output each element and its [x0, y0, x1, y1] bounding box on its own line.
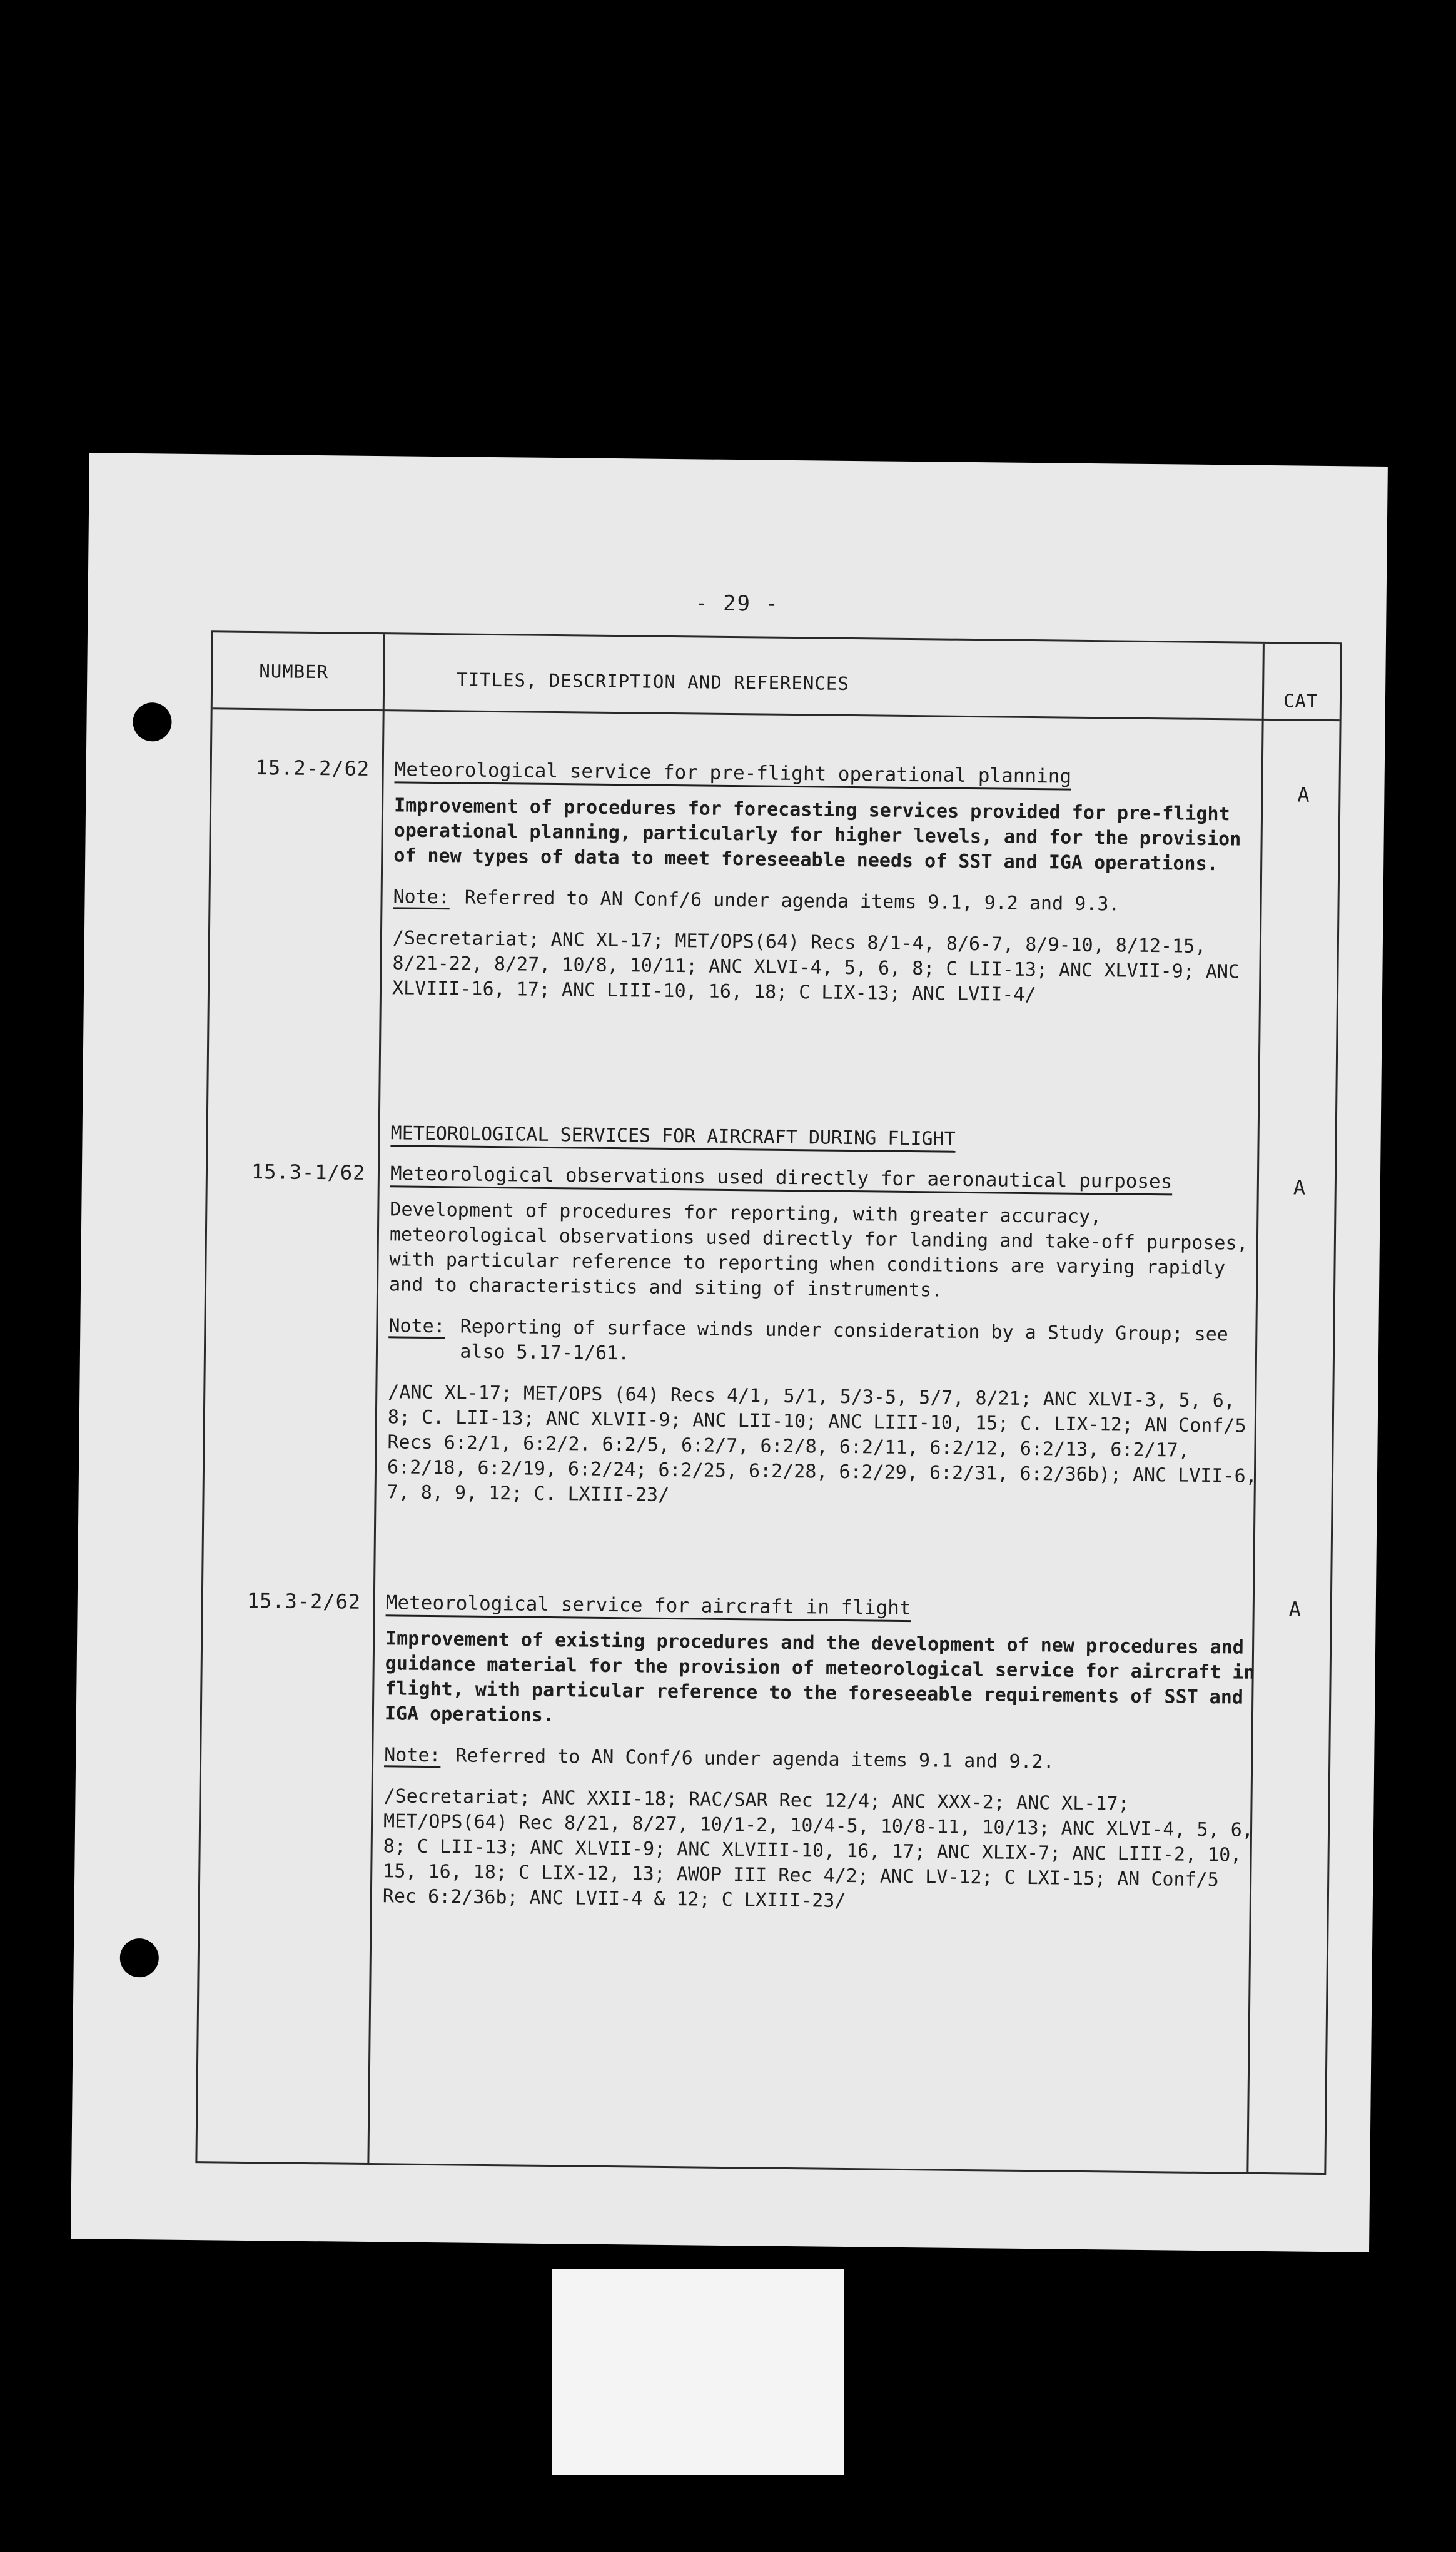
- entry-note: [384, 1743, 1260, 1777]
- entry-15-3-1: [387, 1161, 1266, 1514]
- punch-hole-top: [133, 702, 172, 742]
- note-text: Reporting of surface winds under consideration by a Study Group; see also 5.17-1/61.: [460, 1315, 1229, 1365]
- entry-title: Meteorological observations used directly for aeronautical purposes: [390, 1162, 1173, 1193]
- entry-category: A: [1288, 1597, 1302, 1621]
- entry-note: [388, 1314, 1265, 1373]
- note-text: Referred to AN Conf/6 under agenda items 9.1 and 9.2.: [455, 1744, 1054, 1773]
- header-divider: [213, 707, 1340, 721]
- scan-target-card: [552, 2269, 844, 2475]
- entry-category: A: [1297, 782, 1310, 807]
- note-label: Note:: [393, 886, 450, 909]
- entry-title: Meteorological service for pre-flight operational planning: [394, 758, 1072, 788]
- note-label: Note:: [388, 1315, 445, 1338]
- entry-number: 15.2-2/62: [255, 756, 370, 781]
- entry-number: 15.3-2/62: [246, 1588, 361, 1614]
- entry-category: A: [1293, 1175, 1306, 1200]
- references-table: [195, 630, 1342, 2175]
- note-label: Note:: [384, 1744, 441, 1767]
- note-text: Referred to AN Conf/6 under agenda items 9.1, 9.2 and 9.3.: [464, 886, 1120, 916]
- entry-references: /ANC XL-17; MET/OPS (64) Recs 4/1, 5/1, 5/3-5, 5/7, 8/21; ANC XLVI-3, 5, 6, 8; C. LII-13; ANC XLVII-9; ANC LII-10; ANC LIII-10, 15; C. LIX-12; AN Conf/5 Recs 6:2/1, 6:2/2. 6:2/5, 6:2/7, 6:2/8, 6:2/11, 6:2/12, 6:2/13, 6:2/17, 6:2/18, 6:2/19, 6:2/24; 6:2/25, 6:2/28, 6:2/29, 6:2/31, 6:2/36b); ANC LVII-6, 7, 8, 9, 12; C. LXIII-23/: [387, 1381, 1257, 1507]
- header-cat: CAT: [1283, 690, 1318, 712]
- punch-hole-bottom: [119, 1938, 159, 1978]
- entry-note: [393, 884, 1268, 919]
- entry-title: Meteorological service for aircraft in flight: [385, 1591, 911, 1620]
- section-heading: METEOROLOGICAL SERVICES FOR AIRCRAFT DURING FLIGHT: [390, 1122, 956, 1150]
- header-number: NUMBER: [259, 661, 329, 683]
- header-titles: TITLES, DESCRIPTION AND REFERENCES: [457, 669, 850, 694]
- column-divider-number: [367, 634, 385, 2163]
- entry-references: /Secretariat; ANC XL-17; MET/OPS(64) Recs 8/1-4, 8/6-7, 8/9-10, 8/12-15, 8/21-22, 8/27, 10/8, 10/11; ANC XLVI-4, 5, 6, 8; C LII-13; ANC XLVII-9; ANC XLVIII-16, 17; ANC LIII-10, 16, 18; C LIX-13; ANC LVII-4/: [392, 927, 1240, 1006]
- entry-15-2-2: [392, 757, 1270, 1010]
- entry-description: Improvement of procedures for forecasting services provided for pre-flight operational planning, particularly for higher levels, and for the provision of new types of data to meet foreseeable needs of SST and IGA operations.: [393, 794, 1241, 876]
- entry-description: Improvement of existing procedures and the development of new procedures and guidance material for the provision of meteorological service for aircraft in flight, with particular reference to the foreseeable requirements of SST and IGA operations.: [384, 1628, 1255, 1727]
- entry-description: Development of procedures for reporting, with greater accuracy, meteorological observations used directly for landing and take-off purposes, with particular reference to reporting when conditions are varying rapidly and to characteristics and siting of instruments.: [388, 1198, 1248, 1302]
- document-page: [71, 453, 1388, 2252]
- page-number: - 29 -: [694, 590, 780, 617]
- entry-number: 15.3-1/62: [251, 1159, 366, 1185]
- entry-15-3-2: [383, 1590, 1261, 1918]
- entry-references: /Secretariat; ANC XXII-18; RAC/SAR Rec 12/4; ANC XXX-2; ANC XL-17; MET/OPS(64) Rec 8/21, 8/27, 10/1-2, 10/4-5, 10/8-11, 10/13; ANC XLVI-4, 5, 6, 8; C LII-13; ANC XLVII-9; ANC XLVIII-10, 16, 17; ANC XLIX-7; ANC LIII-2, 10, 15, 16, 18; C LIX-12, 13; AWOP III Rec 4/2; ANC LV-12; C LXI-15; AN Conf/5 Rec 6:2/36b; ANC LVII-4 & 12; C LXIII-23/: [382, 1785, 1253, 1912]
